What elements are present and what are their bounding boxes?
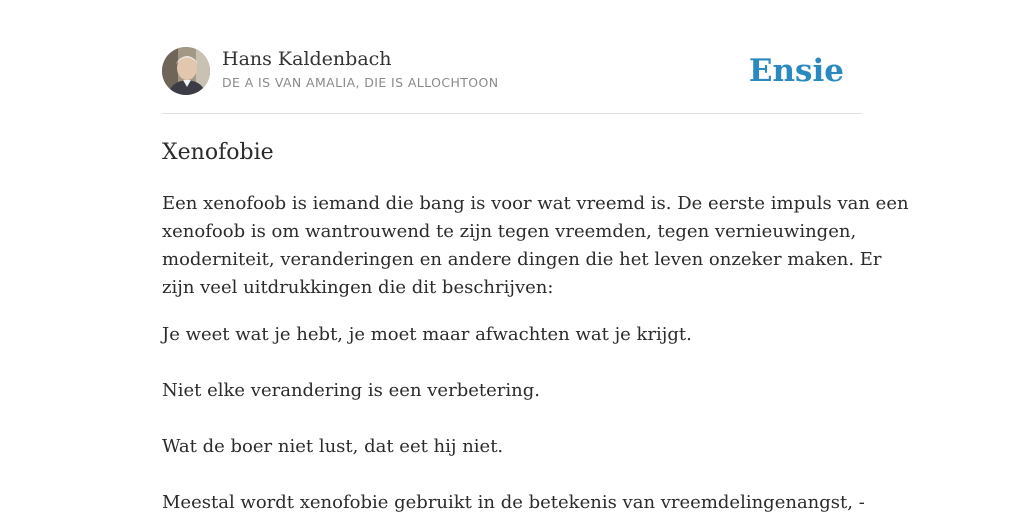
intro-paragraph <box>162 190 909 302</box>
ensie-logo-link[interactable]: Ensie <box>748 53 844 89</box>
intro-line: zijn veel uitdrukkingen die dit beschrijven: <box>162 277 554 298</box>
article-header <box>162 47 862 95</box>
header-divider <box>162 113 862 114</box>
author-name[interactable]: Hans Kaldenbach <box>222 48 392 70</box>
saying-paragraph: Wat de boer niet lust, dat eet hij niet. <box>162 436 504 457</box>
avatar-photo-icon <box>162 47 210 95</box>
intro-line: xenofoob is om wantrouwend te zijn tegen vreemden, tegen vernieuwingen, <box>162 221 857 242</box>
saying-paragraph: Niet elke verandering is een verbetering. <box>162 380 540 401</box>
author-bio: DE A IS VAN AMALIA, DIE IS ALLOCHTOON <box>222 75 499 90</box>
author-avatar[interactable] <box>162 47 210 95</box>
saying-paragraph: Je weet wat je hebt, je moet maar afwachten wat je krijgt. <box>162 324 692 345</box>
intro-line: Een xenofoob is iemand die bang is voor wat vreemd is. De eerste impuls van een <box>162 193 909 214</box>
intro-line: moderniteit, veranderingen en andere dingen die het leven onzeker maken. Er <box>162 249 882 270</box>
continuation-paragraph: Meestal wordt xenofobie gebruikt in de betekenis van vreemdelingenangst, - <box>162 492 865 512</box>
article-title: Xenofobie <box>162 140 274 165</box>
